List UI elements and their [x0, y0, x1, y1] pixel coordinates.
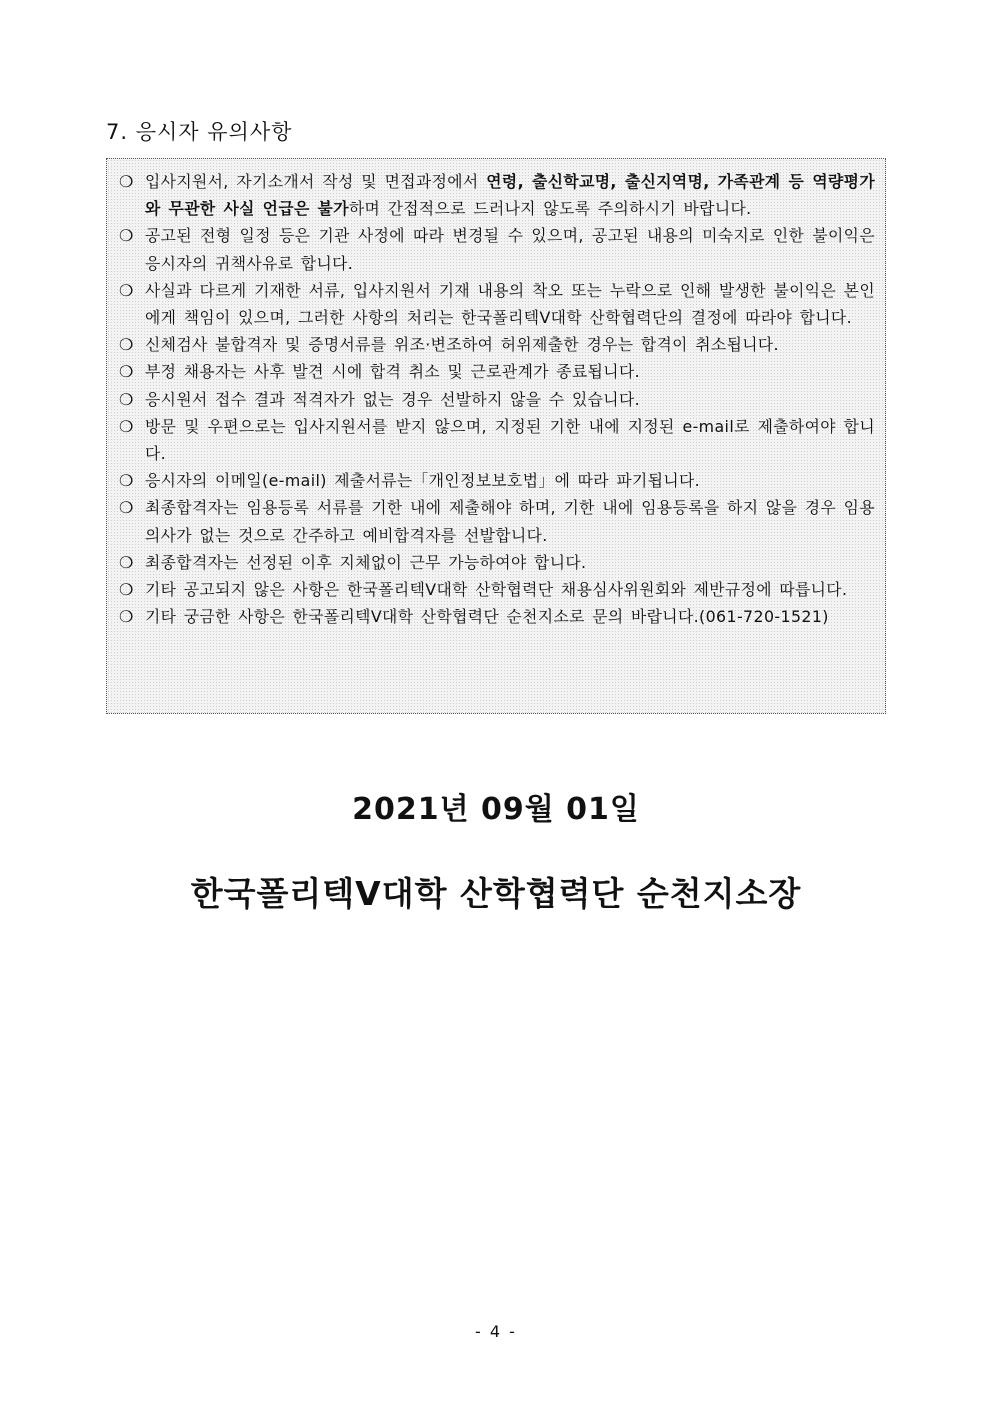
notice-text: 기타 궁금한 사항은 한국폴리텍V대학 산학협력단 순천지소로 문의 바랍니다.(061-720-1521)	[145, 607, 829, 627]
notice-item	[119, 168, 875, 222]
notice-text: 응시원서 접수 결과 적격자가 없는 경우 선발하지 않을 수 있습니다.	[145, 389, 641, 409]
notice-item	[119, 467, 875, 494]
notice-box	[106, 158, 886, 714]
notice-item	[119, 576, 875, 603]
page-number: - 4 -	[475, 1322, 517, 1341]
circle-bullet-icon: ❍	[119, 416, 134, 436]
circle-bullet-icon: ❍	[119, 335, 134, 355]
announcement-date: 2021년 09월 01일	[352, 792, 640, 827]
notice-item	[119, 386, 875, 413]
notice-item	[119, 494, 875, 548]
notice-item	[119, 331, 875, 358]
notice-text: 입사지원서, 자기소개서 작성 및 면접과정에서 연령, 출신학교명, 출신지역명, 가족관계 등 역량평가와 무관한 사실 언급은 불가하며 간접적으로 드러나지 않도록 주의하시기 바랍니다.	[145, 172, 875, 219]
notice-text: 방문 및 우편으로는 입사지원서를 받지 않으며, 지정된 기한 내에 지정된 e-mail로 제출하여야 합니다.	[145, 416, 875, 464]
section-title: 7. 응시자 유의사항	[106, 120, 293, 144]
notice-item	[119, 358, 875, 385]
notice-item	[119, 549, 875, 576]
notice-text: 최종합격자는 선정된 이후 지체없이 근무 가능하여야 합니다.	[145, 552, 587, 572]
circle-bullet-icon: ❍	[119, 580, 134, 600]
notice-text: 최종합격자는 임용등록 서류를 기한 내에 제출해야 하며, 기한 내에 임용등록을 하지 않을 경우 임용 의사가 없는 것으로 간주하고 예비합격자를 선발합니다.	[145, 498, 875, 545]
circle-bullet-icon: ❍	[119, 389, 134, 409]
notice-item	[119, 277, 875, 331]
circle-bullet-icon: ❍	[119, 226, 134, 246]
circle-bullet-icon: ❍	[119, 172, 134, 191]
circle-bullet-icon: ❍	[119, 607, 134, 627]
notice-text: 기타 공고되지 않은 사항은 한국폴리텍V대학 산학협력단 채용심사위원회와 제반규정에 따릅니다.	[145, 580, 848, 600]
notice-emphasis: 연령, 출신학교명, 출신지역명, 가족관계 등 역량평가와 무관한 사실 언급은 불가	[145, 172, 875, 219]
notice-text: 공고된 전형 일정 등은 기관 사정에 따라 변경될 수 있으며, 공고된 내용의 미숙지로 인한 불이익은 응시자의 귀책사유로 합니다.	[145, 226, 875, 273]
notice-text: 부정 채용자는 사후 발견 시에 합격 취소 및 근로관계가 종료됩니다.	[145, 362, 641, 382]
notice-text: 신체검사 불합격자 및 증명서류를 위조·변조하여 허위제출한 경우는 합격이 취소됩니다.	[145, 335, 779, 355]
circle-bullet-icon: ❍	[119, 471, 134, 491]
circle-bullet-icon: ❍	[119, 362, 134, 382]
circle-bullet-icon: ❍	[119, 498, 134, 518]
notice-item	[119, 222, 875, 276]
issuer-name: 한국폴리텍V대학 산학협력단 순천지소장	[190, 874, 802, 913]
circle-bullet-icon: ❍	[119, 280, 134, 300]
notice-item	[119, 603, 875, 630]
circle-bullet-icon: ❍	[119, 552, 134, 572]
notice-item	[119, 413, 875, 467]
notice-text: 응시자의 이메일(e-mail) 제출서류는「개인정보보호법」에 따라 파기됩니다.	[145, 471, 701, 491]
notice-text: 사실과 다르게 기재한 서류, 입사지원서 기재 내용의 착오 또는 누락으로 인해 발생한 불이익은 본인에게 책임이 있으며, 그러한 사항의 처리는 한국폴리텍V대학 산학협력단의 결정에 따라야 합니다.	[145, 280, 875, 328]
